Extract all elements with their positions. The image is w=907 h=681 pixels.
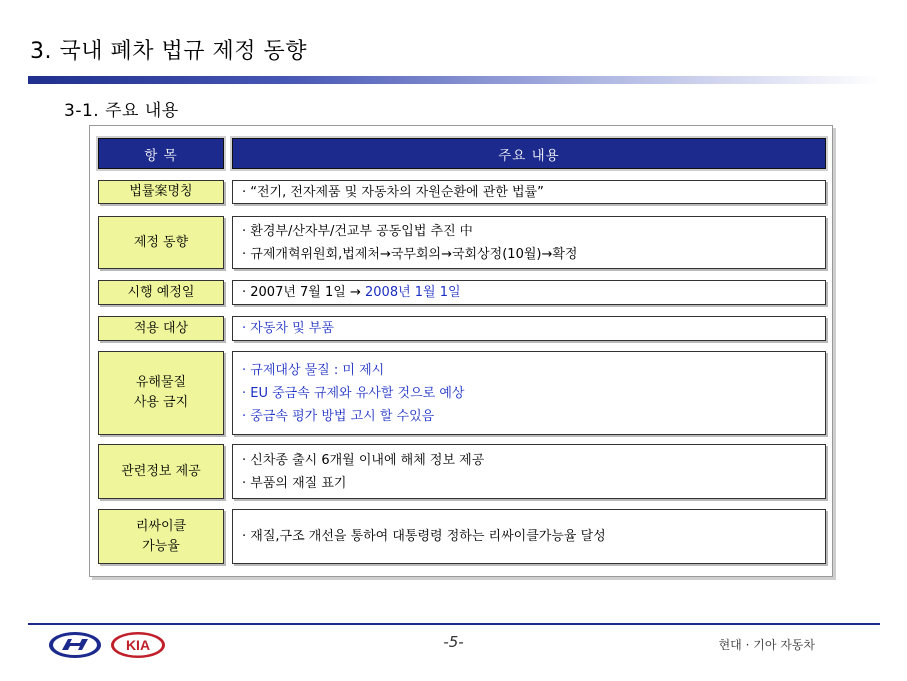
row-content-legislation-trend xyxy=(232,216,826,269)
row-label-text: 적용 대상 xyxy=(133,320,189,336)
row-content-law-name xyxy=(232,180,826,204)
row-content-info-provision xyxy=(232,444,826,499)
row-label-text: 법률案명칭 xyxy=(129,184,193,199)
content-line: · EU 중금속 규제와 유사할 것으로 예상 xyxy=(242,385,465,401)
section-subtitle: 3-1. 주요 내용 xyxy=(64,101,179,121)
svg-text:Hyundai: Hyundai xyxy=(75,658,80,659)
row-content-effective-date xyxy=(232,280,826,305)
page-title: 3. 국내 폐차 법규 제정 동향 xyxy=(30,39,307,64)
content-line xyxy=(242,281,825,304)
label-line: 사용 금지 xyxy=(133,395,189,410)
row-content-applicable-target xyxy=(232,316,826,341)
header-item-column: 항 목 xyxy=(98,138,224,169)
page-number: -5- xyxy=(443,633,464,651)
content-line: · 재질,구조 개선을 통하여 대통령령 정하는 리싸이클가능율 달성 xyxy=(242,529,606,544)
row-content-hazardous-substances xyxy=(232,351,826,435)
content-line: · 환경부/산자부/건교부 공동입법 추진 中 xyxy=(242,223,473,239)
content-panel xyxy=(89,125,833,577)
svg-text:KIA: KIA xyxy=(125,637,151,653)
content-line: · 자동차 및 부품 xyxy=(242,321,334,336)
row-label-applicable-target xyxy=(98,316,224,341)
row-label-text: 시행 예정일 xyxy=(127,284,195,300)
row-label-legislation-trend xyxy=(98,216,224,269)
content-line: · “전기, 전자제품 및 자동차의 자원순환에 관한 법률” xyxy=(242,184,544,200)
header-content-column: 주요 내용 xyxy=(232,138,826,169)
footer-divider xyxy=(28,623,880,625)
new-date-highlight: 2008년 1월 1일 xyxy=(365,285,461,300)
content-line: · 신차종 출시 6개월 이내에 해체 정보 제공 xyxy=(242,452,485,468)
label-line: 리싸이클 xyxy=(135,518,187,534)
row-label-effective-date xyxy=(98,280,224,305)
row-label-law-name xyxy=(98,180,224,204)
content-line: · 부품의 재질 표기 xyxy=(242,475,347,491)
row-content-recyclability xyxy=(232,509,826,564)
content-line: · 규제대상 물질 : 미 제시 xyxy=(242,362,385,378)
row-label-text xyxy=(134,373,188,413)
row-label-info-provision xyxy=(98,444,224,499)
content-line: · 규제개혁위원회,법제처→국무회의→국회상정(10월)→확정 xyxy=(242,246,578,262)
row-label-text xyxy=(136,517,186,557)
label-line: 유해물질 xyxy=(135,375,187,390)
title-underline-bar xyxy=(28,76,880,84)
row-label-hazardous-substances xyxy=(98,351,224,435)
content-line: · 중금속 평가 방법 고시 할 수있음 xyxy=(242,408,435,424)
row-label-text: 제정 동향 xyxy=(133,234,189,250)
date-prefix: · 2007년 7월 1일 → xyxy=(242,285,365,300)
row-label-recyclability xyxy=(98,509,224,564)
row-label-text: 관련정보 제공 xyxy=(121,463,201,479)
label-line: 가능율 xyxy=(142,538,180,554)
company-name: 현대 · 기아 자동차 xyxy=(718,638,815,652)
